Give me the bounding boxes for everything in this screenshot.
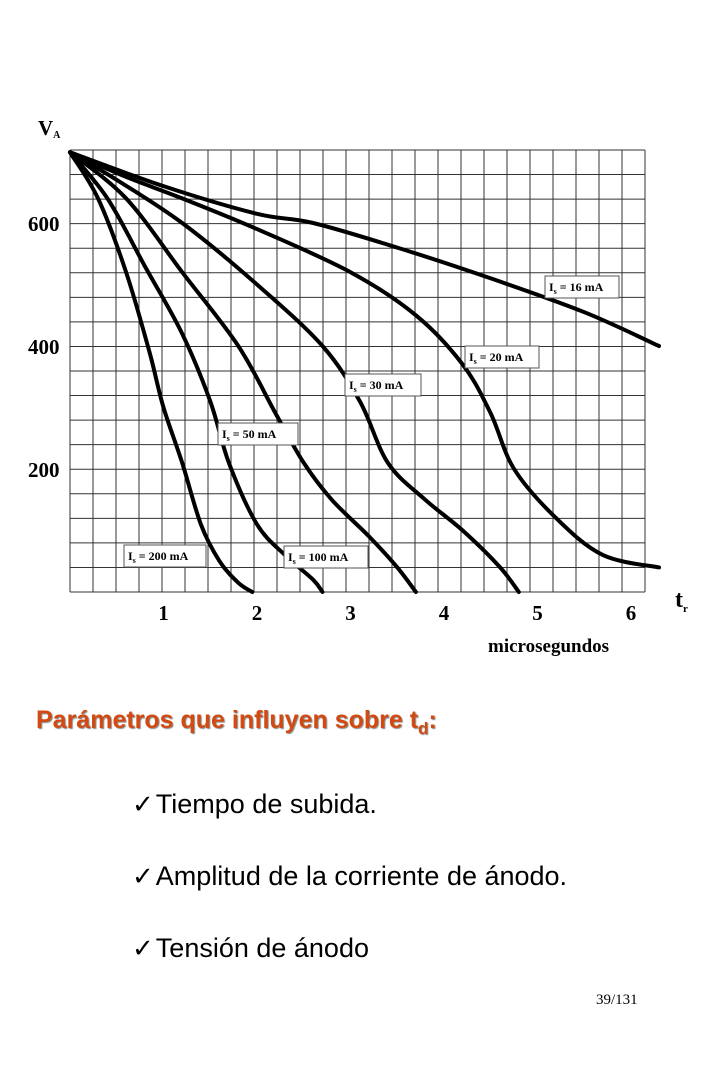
y-tick-label: 400 (28, 335, 60, 359)
heading-subscript: d (418, 719, 429, 738)
series-line (70, 152, 252, 592)
check-icon: ✓ (132, 934, 154, 964)
heading (36, 706, 437, 739)
curve-label-text: $I_s = 200$ mA (128, 549, 189, 565)
item-text: Tiempo de subida. (155, 789, 377, 819)
list-item (132, 924, 567, 996)
x-tick-label: 6 (625, 601, 637, 625)
curve-label (465, 346, 539, 368)
curve-label-text: $I_s = 100$ mA (288, 550, 349, 566)
curve-label (345, 374, 421, 396)
x-axis-unit: microsegundos (488, 636, 610, 657)
curve-label (284, 546, 368, 568)
series-line (70, 152, 659, 346)
series-line (70, 152, 659, 567)
check-icon: ✓ (132, 862, 154, 892)
curve-label-text: $I_s = 30$ mA (349, 378, 404, 394)
parameter-list (132, 780, 567, 996)
heading-text: Parámetros que influyen sobre t (36, 706, 419, 734)
y-tick-label: 600 (28, 212, 60, 236)
x-tick-label: 4 (438, 601, 450, 625)
x-axis-label: $t_r$ (675, 587, 688, 615)
list-item (132, 852, 567, 924)
curve-label-text: $I_s = 20$ mA (469, 350, 524, 366)
item-text: Tensión de ánodo (155, 933, 369, 963)
y-tick-label: 200 (28, 458, 60, 482)
curve-label (545, 276, 619, 298)
chart-curves (70, 152, 659, 592)
check-icon: ✓ (132, 790, 154, 820)
curve-label (218, 423, 298, 445)
x-tick-label: 2 (251, 601, 263, 625)
list-item (132, 780, 567, 852)
y-tick-labels (28, 212, 60, 482)
curve-label-text: $I_s = 50$ mA (222, 427, 277, 443)
curve-label (124, 545, 206, 567)
x-tick-label: 1 (158, 601, 169, 625)
heading-colon: : (428, 706, 437, 734)
x-tick-label: 3 (345, 601, 356, 625)
series-line (70, 152, 416, 592)
x-tick-labels (158, 601, 636, 625)
y-axis-label: VA (38, 116, 61, 141)
page-number: 39/131 (596, 992, 638, 1008)
curve-label-text: $I_s = 16$ mA (549, 280, 604, 296)
x-tick-label: 5 (532, 601, 543, 625)
item-text: Amplitud de la corriente de ánodo. (155, 861, 568, 891)
